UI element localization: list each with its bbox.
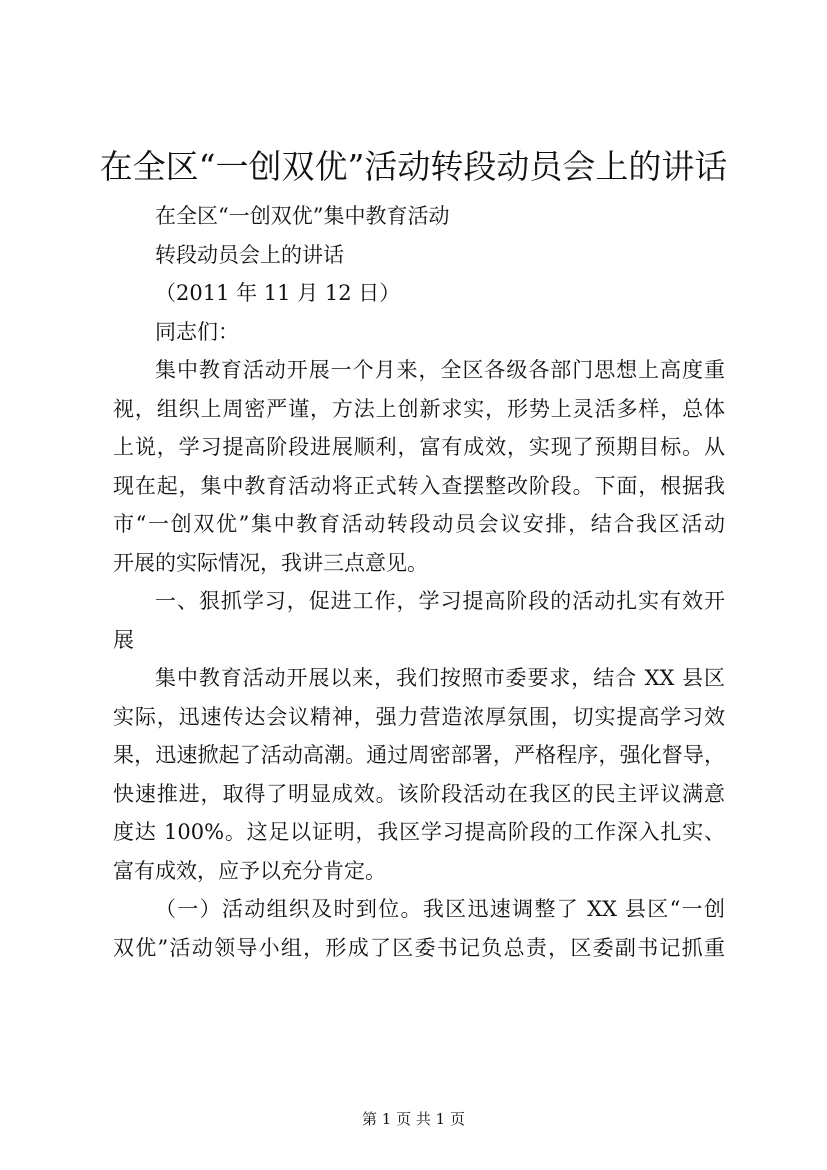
body-line: 度达 100%。这足以证明，我区学习提高阶段的工作深入扎实、 [113,820,725,844]
page-footer: 第 1 页 共 1 页 [362,1110,465,1128]
body-line: 一、狠抓学习，促进工作，学习提高阶段的活动扎实有效开 [155,589,725,613]
document-body [113,197,733,967]
body-line: 视，组织上周密严谨，方法上创新求实，形势上灵活多样，总体 [113,396,725,421]
body-line: 在全区“一创双优”集中教育活动 [155,204,450,228]
body-line: 上说，学习提高阶段进展顺利，富有成效，实现了预期目标。从 [113,435,725,459]
body-line: 双优”活动领导小组，形成了区委书记负总责，区委副书记抓重 [113,935,725,960]
body-line: 同志们： [155,319,239,344]
document-title: 在全区“一创双优”活动转段动员会上的讲话 [99,147,728,186]
body-line: （2011 年 11 月 12 日） [155,281,401,305]
body-line: 集中教育活动开展一个月来，全区各级各部门思想上高度重 [155,358,725,382]
body-line: 实际，迅速传达会议精神，强力营造浓厚氛围，切实提高学习效 [113,704,725,729]
body-line: 快速推进，取得了明显成效。该阶段活动在我区的民主评议满意 [113,781,725,806]
body-line: 开展的实际情况，我讲三点意见。 [113,550,428,575]
body-line: 集中教育活动开展以来，我们按照市委要求，结合 XX 县区 [155,666,725,690]
body-line: 市“一创双优”集中教育活动转段动员会议安排，结合我区活动 [113,512,725,536]
body-line: （一）活动组织及时到位。我区迅速调整了 XX 县区“一创 [155,897,725,921]
body-line: 富有成效，应予以充分肯定。 [113,858,386,883]
body-line: 现在起，集中教育活动将正式转入查摆整改阶段。下面，根据我 [113,473,725,498]
body-line: 转段动员会上的讲话 [155,242,344,267]
body-line: 果，迅速掀起了活动高潮。通过周密部署，严格程序，强化督导， [113,743,725,767]
body-line: 展 [113,627,134,652]
